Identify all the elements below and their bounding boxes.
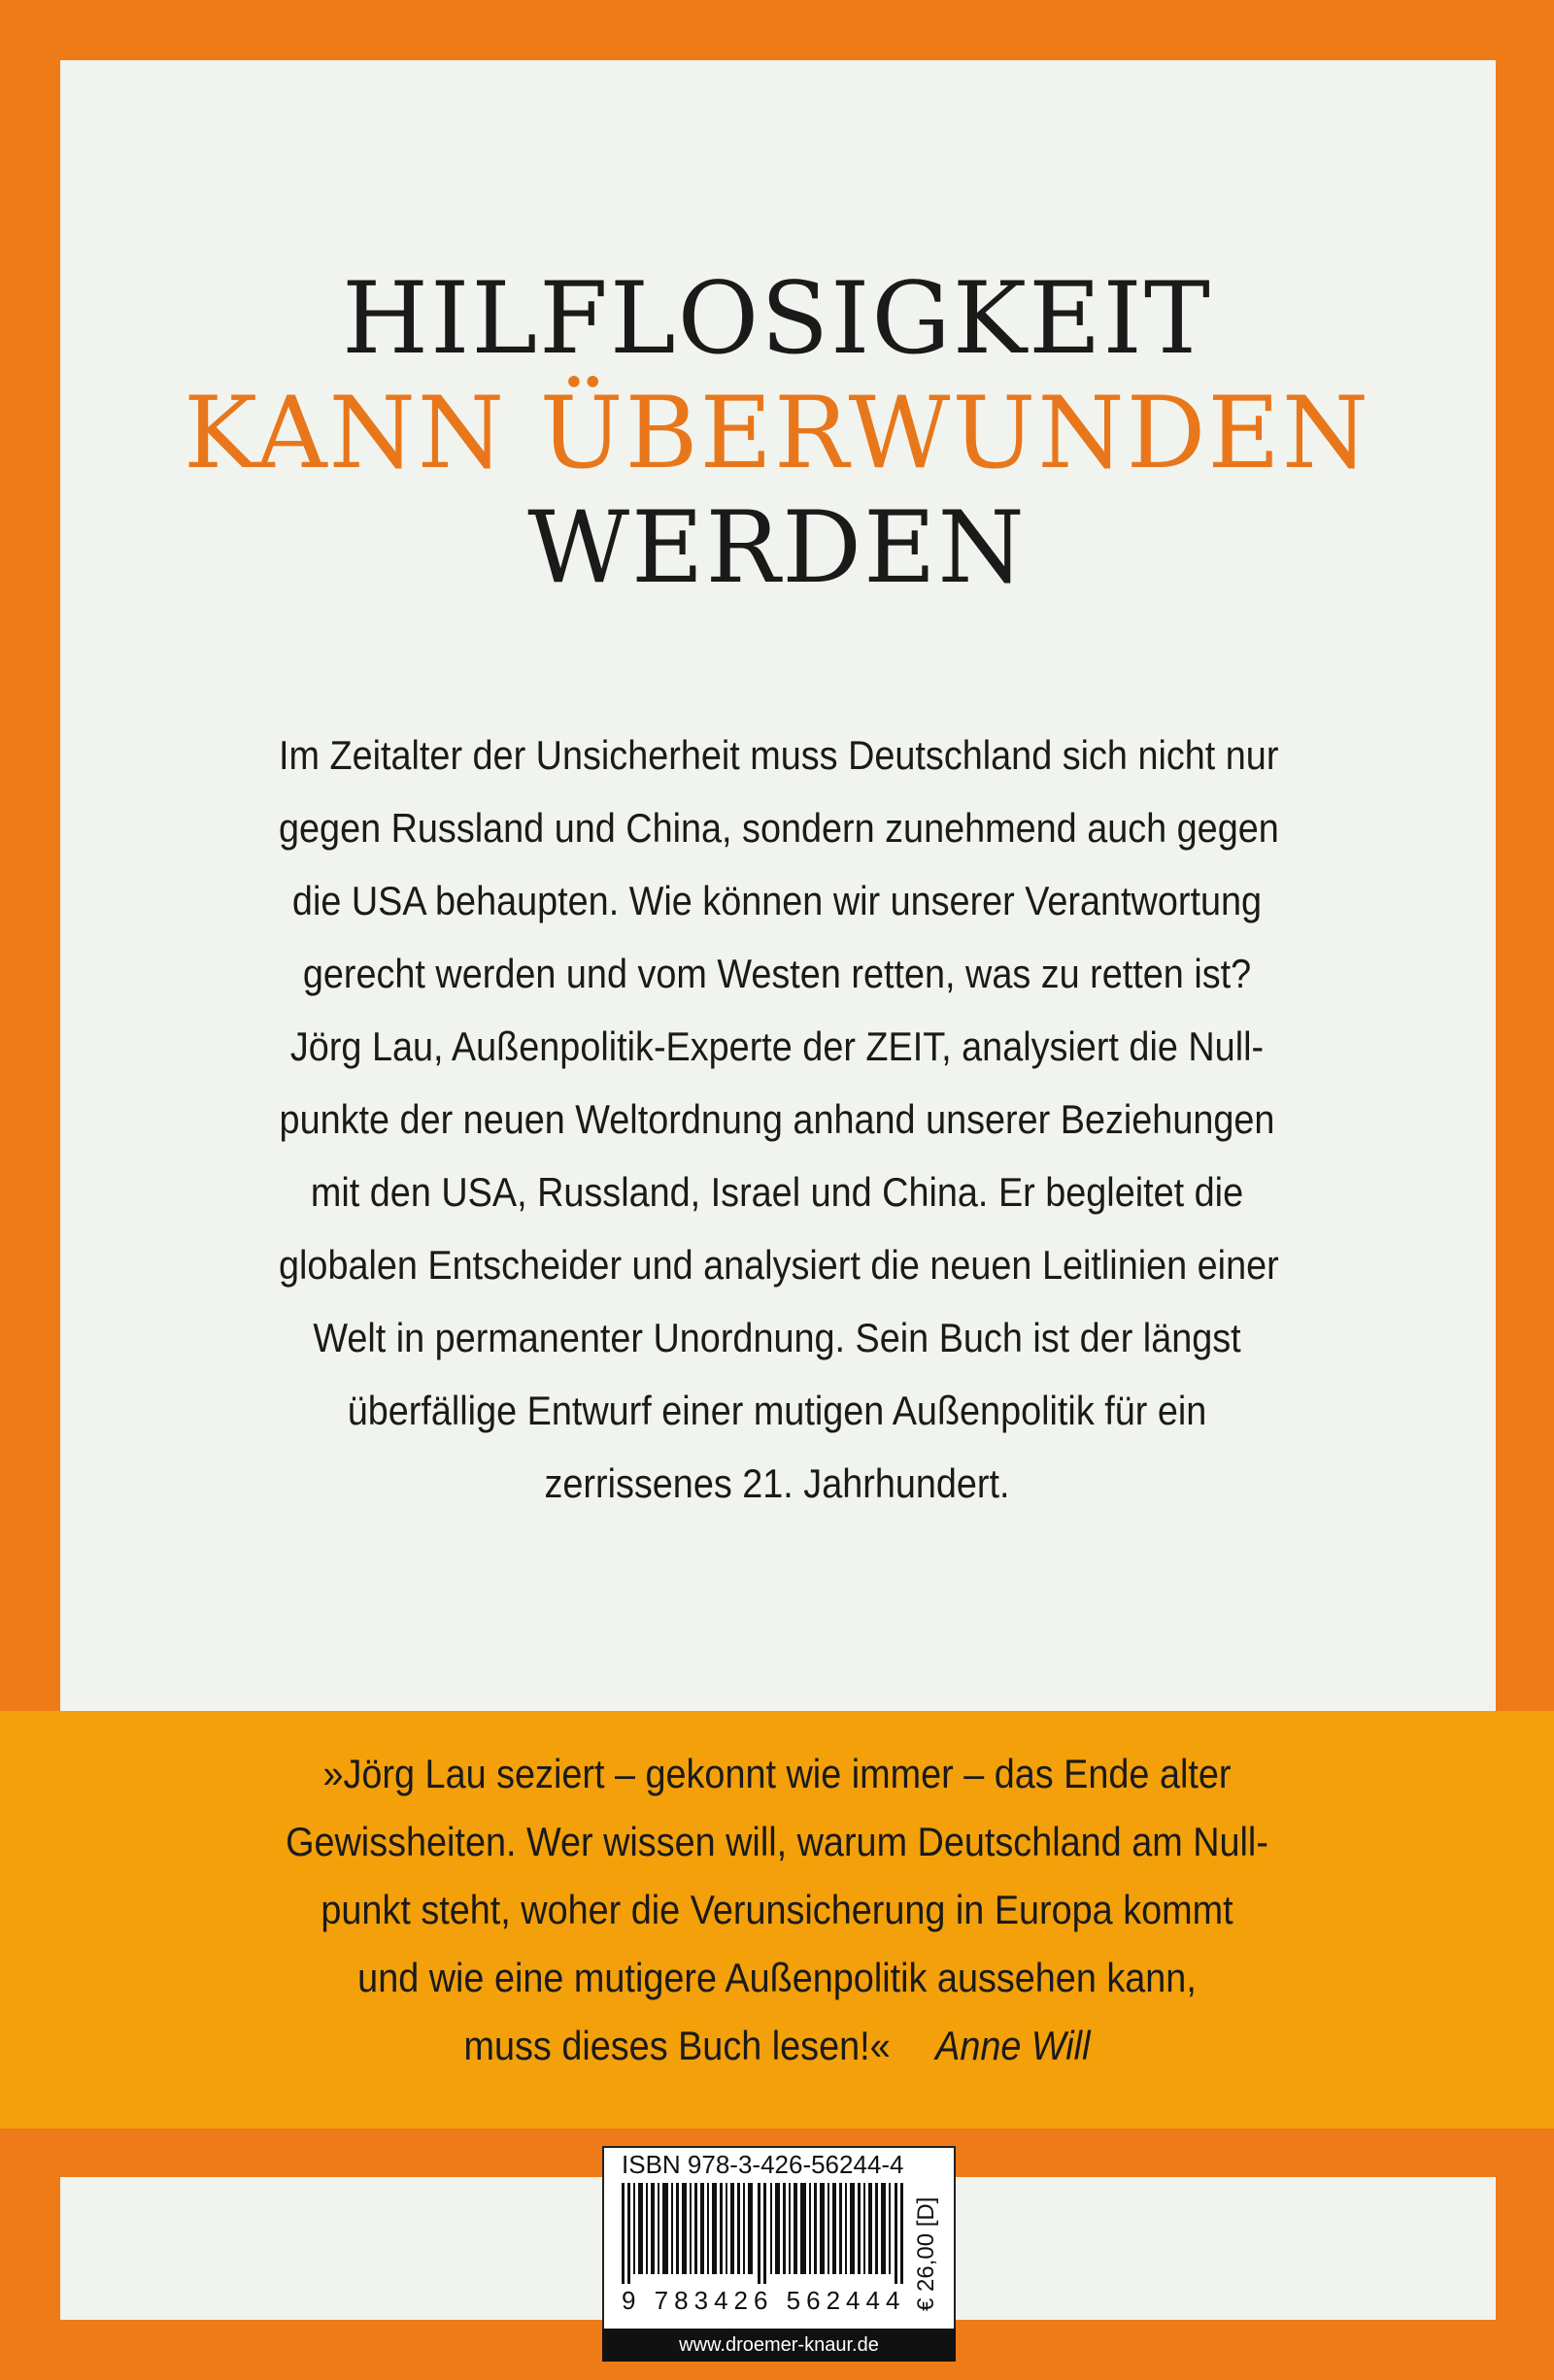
review-quote: [253, 1740, 1301, 2080]
blurb-line: Im Zeitalter der Unsicherheit muss Deutschland sich nicht nur: [279, 732, 1279, 778]
headline: [0, 262, 1554, 606]
barcode-number: 9 783426 562444: [622, 2286, 906, 2315]
quote-line: und wie eine mutigere Außenpolitik aussehen kann,: [357, 1955, 1197, 2000]
blurb-line: die USA behaupten. Wie können wir unserer Verantwortung: [291, 878, 1263, 923]
blurb-line: mit den USA, Russland, Israel und China. Er begleitet die: [310, 1169, 1244, 1215]
blurb-line: Jörg Lau, Außenpolitik-Experte der ZEIT, analysiert die Null-: [289, 1023, 1265, 1069]
headline-line-2: KANN ÜBERWUNDEN: [183, 376, 1371, 491]
blurb-line: Welt in permanenter Unordnung. Sein Buch ist der längst: [313, 1315, 1241, 1360]
quote-author: Anne Will: [935, 2023, 1091, 2068]
quote-line: punkt steht, woher die Verunsicherung in Europa kommt: [321, 1887, 1233, 1932]
headline-line-3: WERDEN: [527, 490, 1027, 606]
quote-line: Gewissheiten. Wer wissen will, warum Deutschland am Null-: [286, 1819, 1268, 1864]
blurb-line: gegen Russland und China, sondern zunehmend auch gegen: [279, 805, 1279, 851]
headline-line-1: HILFLOSIGKEIT: [342, 261, 1212, 377]
blurb-text: [279, 719, 1279, 1520]
blurb-line: gerecht werden und vom Westen retten, was zu retten ist?: [302, 951, 1252, 996]
quote-line: »Jörg Lau seziert – gekonnt wie immer – das Ende alter: [322, 1751, 1232, 1796]
publisher-url: www.droemer-knaur.de: [602, 2329, 956, 2362]
quote-last-line-wrap: [253, 2012, 1301, 2080]
barcode-icon: [622, 2183, 903, 2284]
isbn-text: ISBN 978-3-426-56244-4: [622, 2150, 904, 2179]
blurb-line: überfällige Entwurf einer mutigen Außenpolitik für ein: [347, 1388, 1207, 1433]
price-label: € 26,00 [D]: [913, 2196, 939, 2311]
blurb-line: zerrissenes 21. Jahrhundert.: [544, 1460, 1010, 1506]
blurb-line: punkte der neuen Weltordnung anhand unserer Beziehungen: [279, 1096, 1275, 1142]
blurb-line: globalen Entscheider und analysiert die neuen Leitlinien einer: [279, 1242, 1279, 1288]
quote-last-line: muss dieses Buch lesen!«: [463, 2023, 891, 2068]
